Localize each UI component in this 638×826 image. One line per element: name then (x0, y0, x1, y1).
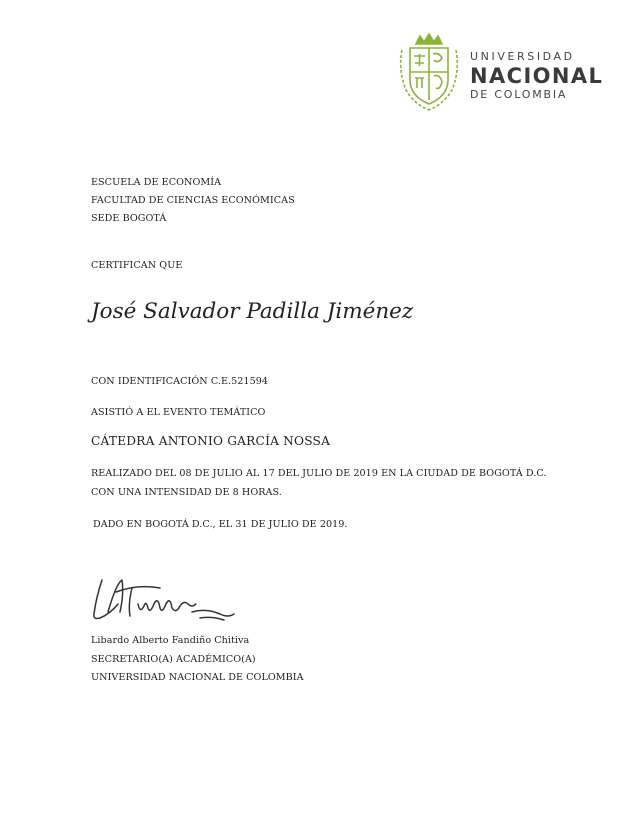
handwritten-signature (88, 574, 238, 624)
university-seal-icon (396, 30, 462, 112)
university-wordmark (470, 50, 603, 102)
university-logo (396, 30, 606, 122)
certify-statement: CERTIFICAN QUE (91, 260, 183, 271)
recipient-name: José Salvador Padilla Jiménez (91, 299, 414, 324)
faculty-name: FACULTAD DE CIENCIAS ECONÓMICAS (91, 195, 295, 206)
identification-line: CON IDENTIFICACIÓN C.E.521594 (91, 376, 269, 387)
school-name: ESCUELA DE ECONOMÍA (91, 177, 222, 188)
logo-line-de-colombia: DE COLOMBIA (470, 88, 568, 101)
signer-title: SECRETARIO(A) ACADÉMICO(A) (91, 654, 256, 665)
campus-name: SEDE BOGOTÁ (91, 213, 167, 224)
logo-line-universidad: UNIVERSIDAD (470, 50, 575, 63)
attended-line: ASISTIÓ A EL EVENTO TEMÁTICO (91, 407, 266, 418)
issue-date-line: DADO EN BOGOTÁ D.C., EL 31 DE JULIO DE 2019. (93, 519, 348, 530)
signer-name: Libardo Alberto Fandiño Chitiva (91, 635, 250, 646)
signer-institution: UNIVERSIDAD NACIONAL DE COLOMBIA (91, 672, 304, 683)
event-details-line-2: CON UNA INTENSIDAD DE 8 HORAS. (91, 487, 282, 498)
event-details-line-1: REALIZADO DEL 08 DE JULIO AL 17 DEL JULIO DE 2019 EN LA CIUDAD DE BOGOTÁ D.C. (91, 468, 547, 479)
event-name: CÁTEDRA ANTONIO GARCÍA NOSSA (91, 434, 331, 448)
logo-line-nacional: NACIONAL (470, 64, 604, 88)
